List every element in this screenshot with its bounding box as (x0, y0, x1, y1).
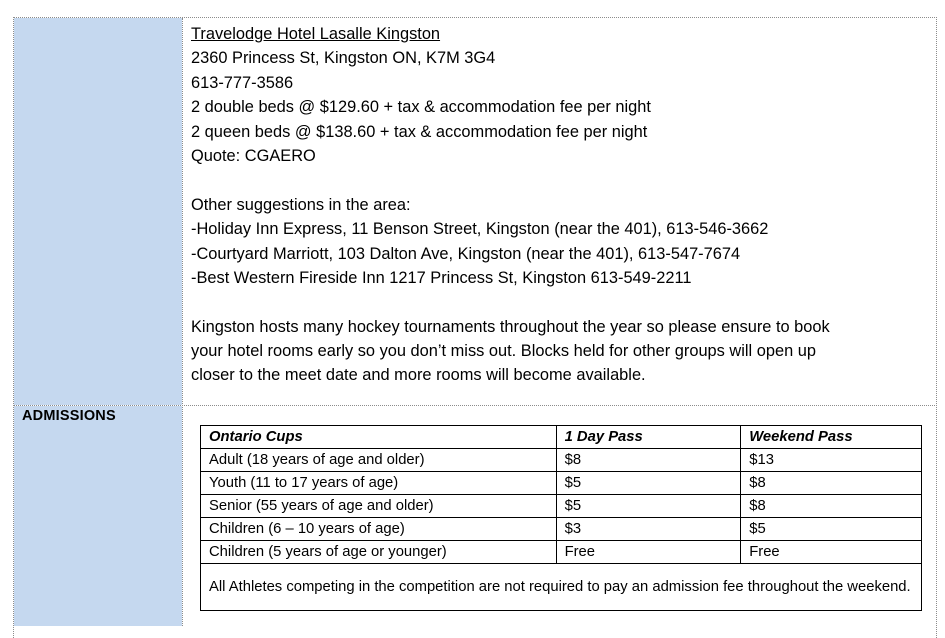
notice-line: your hotel rooms early so you don’t miss out. Blocks held for other groups will open up (191, 342, 816, 361)
day-pass-cell: $5 (556, 472, 741, 495)
accommodation-text (191, 22, 830, 388)
table-row (201, 518, 922, 541)
admissions-label: ADMISSIONS (22, 408, 116, 424)
table-row (201, 449, 922, 472)
spacer (191, 290, 830, 314)
category-cell: Children (6 – 10 years of age) (201, 518, 557, 541)
hotel-address: 2360 Princess St, Kingston ON, K7M 3G4 (191, 49, 496, 68)
notice-line: Kingston hosts many hockey tournaments throughout the year so please ensure to book (191, 317, 830, 336)
category-cell: Senior (55 years of age and older) (201, 495, 557, 518)
day-pass-cell: Free (556, 541, 741, 564)
suggestion-item: -Courtyard Marriott, 103 Dalton Ave, Kingston (near the 401), 613-547-7674 (191, 244, 741, 263)
left-shaded-cell-admissions (14, 406, 182, 626)
left-shaded-cell-accommodation (14, 18, 182, 405)
weekend-pass-cell: $5 (741, 518, 922, 541)
table-row (201, 472, 922, 495)
notice-line: closer to the meet date and more rooms will become available. (191, 366, 646, 385)
header-ontario-cups: Ontario Cups (201, 426, 557, 449)
table-row (201, 541, 922, 564)
hotel-rate-queen: 2 queen beds @ $138.60 + tax & accommodation fee per night (191, 122, 648, 141)
header-1-day-pass: 1 Day Pass (556, 426, 741, 449)
suggestions-heading: Other suggestions in the area: (191, 195, 411, 214)
category-cell: Youth (11 to 17 years of age) (201, 472, 557, 495)
admissions-table (200, 425, 922, 611)
category-cell: Children (5 years of age or younger) (201, 541, 557, 564)
category-cell: Adult (18 years of age and older) (201, 449, 557, 472)
day-pass-cell: $8 (556, 449, 741, 472)
hotel-rate-double: 2 double beds @ $129.60 + tax & accommodation fee per night (191, 98, 651, 117)
table-note-row (201, 564, 922, 611)
column-divider (182, 18, 183, 626)
hotel-quote: Quote: CGAERO (191, 146, 316, 165)
weekend-pass-cell: $8 (741, 495, 922, 518)
day-pass-cell: $3 (556, 518, 741, 541)
suggestion-item: -Best Western Fireside Inn 1217 Princess St, Kingston 613-549-2211 (191, 268, 692, 287)
suggestion-item: -Holiday Inn Express, 11 Benson Street, Kingston (near the 401), 613-546-3662 (191, 220, 769, 239)
admission-note: All Athletes competing in the competition are not required to pay an admission fee throughout the weekend. (201, 564, 922, 611)
header-weekend-pass: Weekend Pass (741, 426, 922, 449)
hotel-phone: 613-777-3586 (191, 73, 294, 92)
table-header-row (201, 426, 922, 449)
weekend-pass-cell: $8 (741, 472, 922, 495)
spacer (191, 168, 830, 192)
row-divider (14, 405, 935, 406)
day-pass-cell: $5 (556, 495, 741, 518)
weekend-pass-cell: Free (741, 541, 922, 564)
weekend-pass-cell: $13 (741, 449, 922, 472)
table-row (201, 495, 922, 518)
hotel-name: Travelodge Hotel Lasalle Kingston (191, 25, 441, 43)
